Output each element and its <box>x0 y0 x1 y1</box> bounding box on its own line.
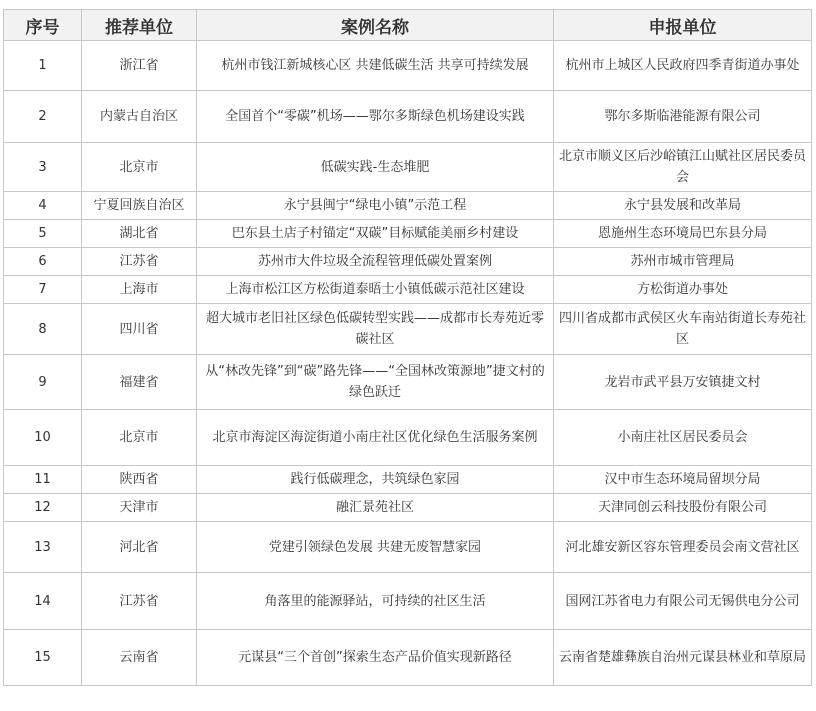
cell-case-name: 角落里的能源驿站，可持续的社区生活 <box>197 573 554 630</box>
table-row <box>4 304 812 355</box>
cell-no: 7 <box>4 276 82 304</box>
cell-applicant: 汉中市生态环境局留坝分局 <box>554 466 812 494</box>
cell-recommender: 福建省 <box>82 355 197 410</box>
cell-recommender: 湖北省 <box>82 220 197 248</box>
header-recommender: 推荐单位 <box>82 10 197 41</box>
cell-case-name: 杭州市钱江新城核心区 共建低碳生活 共享可持续发展 <box>197 41 554 91</box>
cell-applicant: 鄂尔多斯临港能源有限公司 <box>554 91 812 143</box>
header-applicant: 申报单位 <box>554 10 812 41</box>
cell-no: 12 <box>4 494 82 522</box>
cell-recommender: 内蒙古自治区 <box>82 91 197 143</box>
cell-recommender: 北京市 <box>82 143 197 192</box>
case-table <box>3 9 812 686</box>
table-row <box>4 220 812 248</box>
cell-recommender: 江苏省 <box>82 573 197 630</box>
cell-case-name: 全国首个“零碳”机场——鄂尔多斯绿色机场建设实践 <box>197 91 554 143</box>
cell-no: 14 <box>4 573 82 630</box>
table-row <box>4 466 812 494</box>
cell-case-name: 从“林改先锋”到“碳”路先锋——“全国林改策源地”捷文村的绿色跃迁 <box>197 355 554 410</box>
table-row <box>4 192 812 220</box>
cell-no: 6 <box>4 248 82 276</box>
cell-applicant: 河北雄安新区容东管理委员会南文营社区 <box>554 522 812 573</box>
cell-recommender: 陕西省 <box>82 466 197 494</box>
header-no: 序号 <box>4 10 82 41</box>
cell-recommender: 四川省 <box>82 304 197 355</box>
table-row <box>4 41 812 91</box>
cell-applicant: 云南省楚雄彝族自治州元谋县林业和草原局 <box>554 630 812 686</box>
table-row <box>4 276 812 304</box>
table-row <box>4 143 812 192</box>
cell-applicant: 国网江苏省电力有限公司无锡供电分公司 <box>554 573 812 630</box>
cell-recommender: 上海市 <box>82 276 197 304</box>
cell-no: 2 <box>4 91 82 143</box>
cell-applicant: 永宁县发展和改革局 <box>554 192 812 220</box>
cell-applicant: 四川省成都市武侯区火车南站街道长寿苑社区 <box>554 304 812 355</box>
cell-recommender: 浙江省 <box>82 41 197 91</box>
cell-no: 13 <box>4 522 82 573</box>
header-case-name: 案例名称 <box>197 10 554 41</box>
cell-applicant: 方松街道办事处 <box>554 276 812 304</box>
cell-no: 4 <box>4 192 82 220</box>
table-row <box>4 573 812 630</box>
cell-no: 15 <box>4 630 82 686</box>
cell-case-name: 北京市海淀区海淀街道小南庄社区优化绿色生活服务案例 <box>197 410 554 466</box>
cell-applicant: 杭州市上城区人民政府四季青街道办事处 <box>554 41 812 91</box>
cell-recommender: 河北省 <box>82 522 197 573</box>
cell-case-name: 党建引领绿色发展 共建无废智慧家园 <box>197 522 554 573</box>
cell-applicant: 恩施州生态环境局巴东县分局 <box>554 220 812 248</box>
cell-no: 11 <box>4 466 82 494</box>
cell-case-name: 巴东县土店子村锚定“双碳”目标赋能美丽乡村建设 <box>197 220 554 248</box>
cell-applicant: 北京市顺义区后沙峪镇江山赋社区居民委员会 <box>554 143 812 192</box>
cell-case-name: 践行低碳理念，共筑绿色家园 <box>197 466 554 494</box>
cell-recommender: 北京市 <box>82 410 197 466</box>
cell-recommender: 宁夏回族自治区 <box>82 192 197 220</box>
cell-applicant: 天津同创云科技股份有限公司 <box>554 494 812 522</box>
cell-case-name: 上海市松江区方松街道泰晤士小镇低碳示范社区建设 <box>197 276 554 304</box>
cell-applicant: 小南庄社区居民委员会 <box>554 410 812 466</box>
cell-case-name: 低碳实践-生态堆肥 <box>197 143 554 192</box>
cell-no: 3 <box>4 143 82 192</box>
cell-recommender: 江苏省 <box>82 248 197 276</box>
table-row <box>4 410 812 466</box>
table-row <box>4 630 812 686</box>
cell-no: 1 <box>4 41 82 91</box>
cell-no: 10 <box>4 410 82 466</box>
cell-recommender: 天津市 <box>82 494 197 522</box>
cell-recommender: 云南省 <box>82 630 197 686</box>
table-row <box>4 91 812 143</box>
table-row <box>4 494 812 522</box>
cell-case-name: 永宁县闽宁“绿电小镇”示范工程 <box>197 192 554 220</box>
cell-no: 8 <box>4 304 82 355</box>
cell-applicant: 龙岩市武平县万安镇捷文村 <box>554 355 812 410</box>
cell-no: 5 <box>4 220 82 248</box>
table-body <box>4 41 812 686</box>
cell-case-name: 苏州市大件垃圾全流程管理低碳处置案例 <box>197 248 554 276</box>
cell-no: 9 <box>4 355 82 410</box>
table-row <box>4 355 812 410</box>
cell-case-name: 超大城市老旧社区绿色低碳转型实践——成都市长寿苑近零碳社区 <box>197 304 554 355</box>
cell-case-name: 元谋县“三个首创”探索生态产品价值实现新路径 <box>197 630 554 686</box>
cell-applicant: 苏州市城市管理局 <box>554 248 812 276</box>
table-row <box>4 248 812 276</box>
table-header-row <box>4 10 812 41</box>
cell-case-name: 融汇景苑社区 <box>197 494 554 522</box>
table-row <box>4 522 812 573</box>
